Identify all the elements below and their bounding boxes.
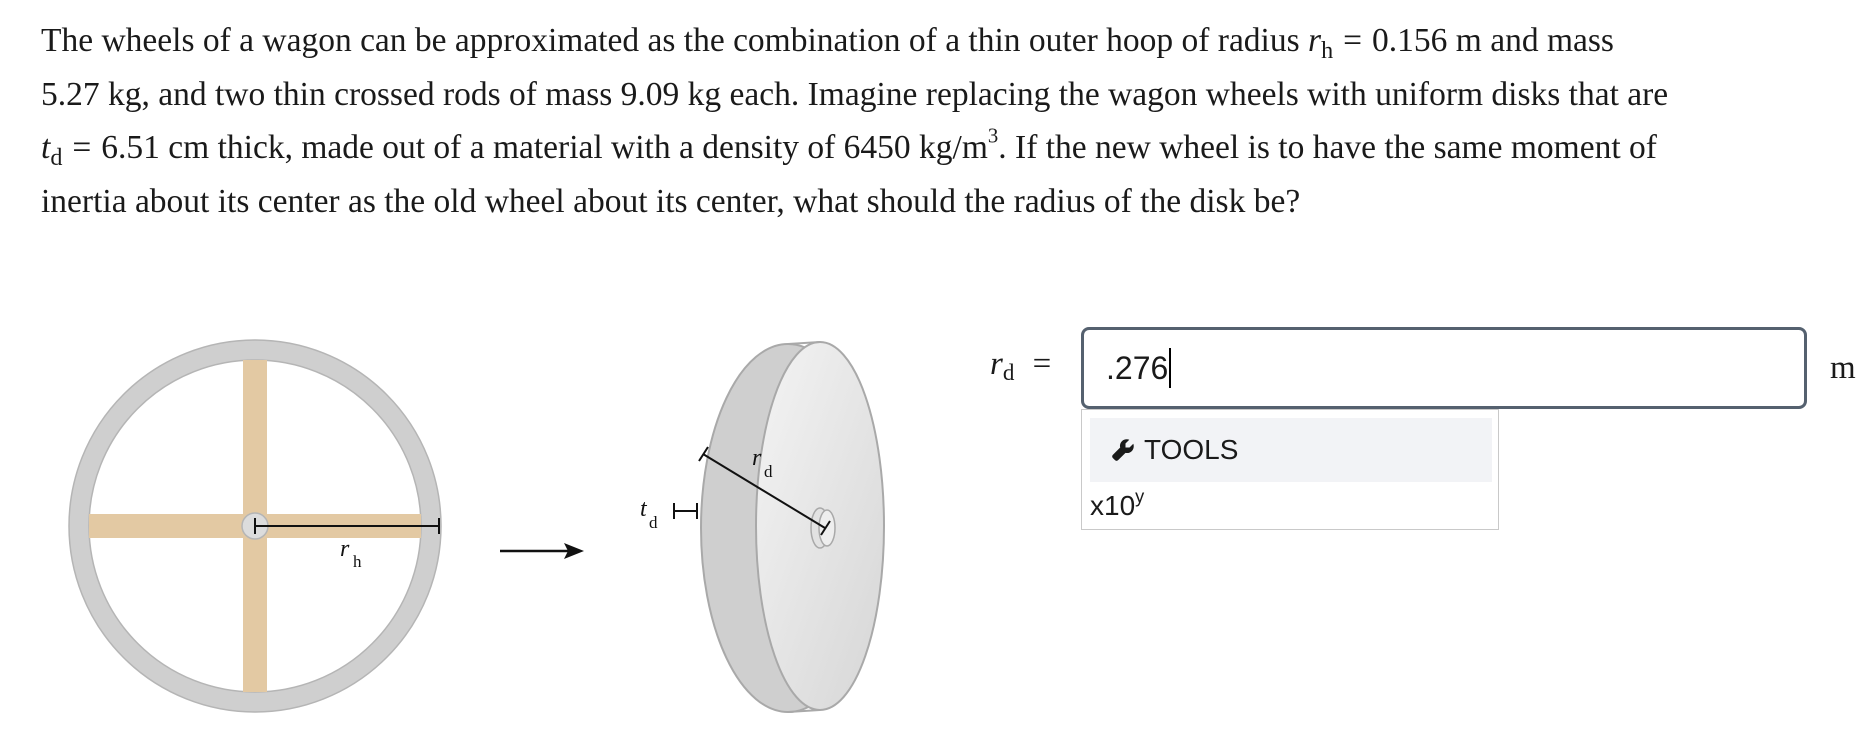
wheel-figure [0, 330, 920, 730]
tools-popup [1081, 409, 1499, 530]
tools-label: TOOLS [1144, 434, 1239, 465]
disk-diagram [640, 342, 884, 712]
svg-text:d: d [649, 513, 658, 532]
answer-unit: m [1830, 350, 1856, 386]
hoop-radius-label: r [340, 536, 350, 562]
svg-text:h: h [353, 552, 362, 571]
answer-label: $r_d$ = [990, 346, 1052, 385]
wrench-icon [1110, 437, 1136, 463]
disk-radius-label: r [752, 445, 762, 471]
wagon-wheel-diagram [69, 340, 441, 712]
thickness-label: t [640, 496, 647, 522]
arrow-icon [500, 543, 584, 559]
answer-value: .276 [1106, 349, 1169, 386]
text-caret [1169, 348, 1171, 388]
problem-statement: The wheels of a wagon can be approximated as the combination of a thin outer hoop of radius $r_h = 0.156$ m and mass 5.27 kg, and two thin crossed rods of mass 9.09 kg each. Imagine replacing the wagon wheels with uniform disks that are $t_d = 6.51$ cm thick, made out of a material with a density of 6450 $kg/m^3$. If the new wheel is to have the same moment of inertia about its center as the old wheel about its center, what should the radius of the disk be? [41, 22, 1669, 220]
tools-button[interactable] [1090, 418, 1492, 482]
scientific-notation-button[interactable]: x10$^y$ [1090, 486, 1145, 521]
answer-input[interactable] [1081, 327, 1807, 409]
svg-text:d: d [764, 462, 773, 481]
